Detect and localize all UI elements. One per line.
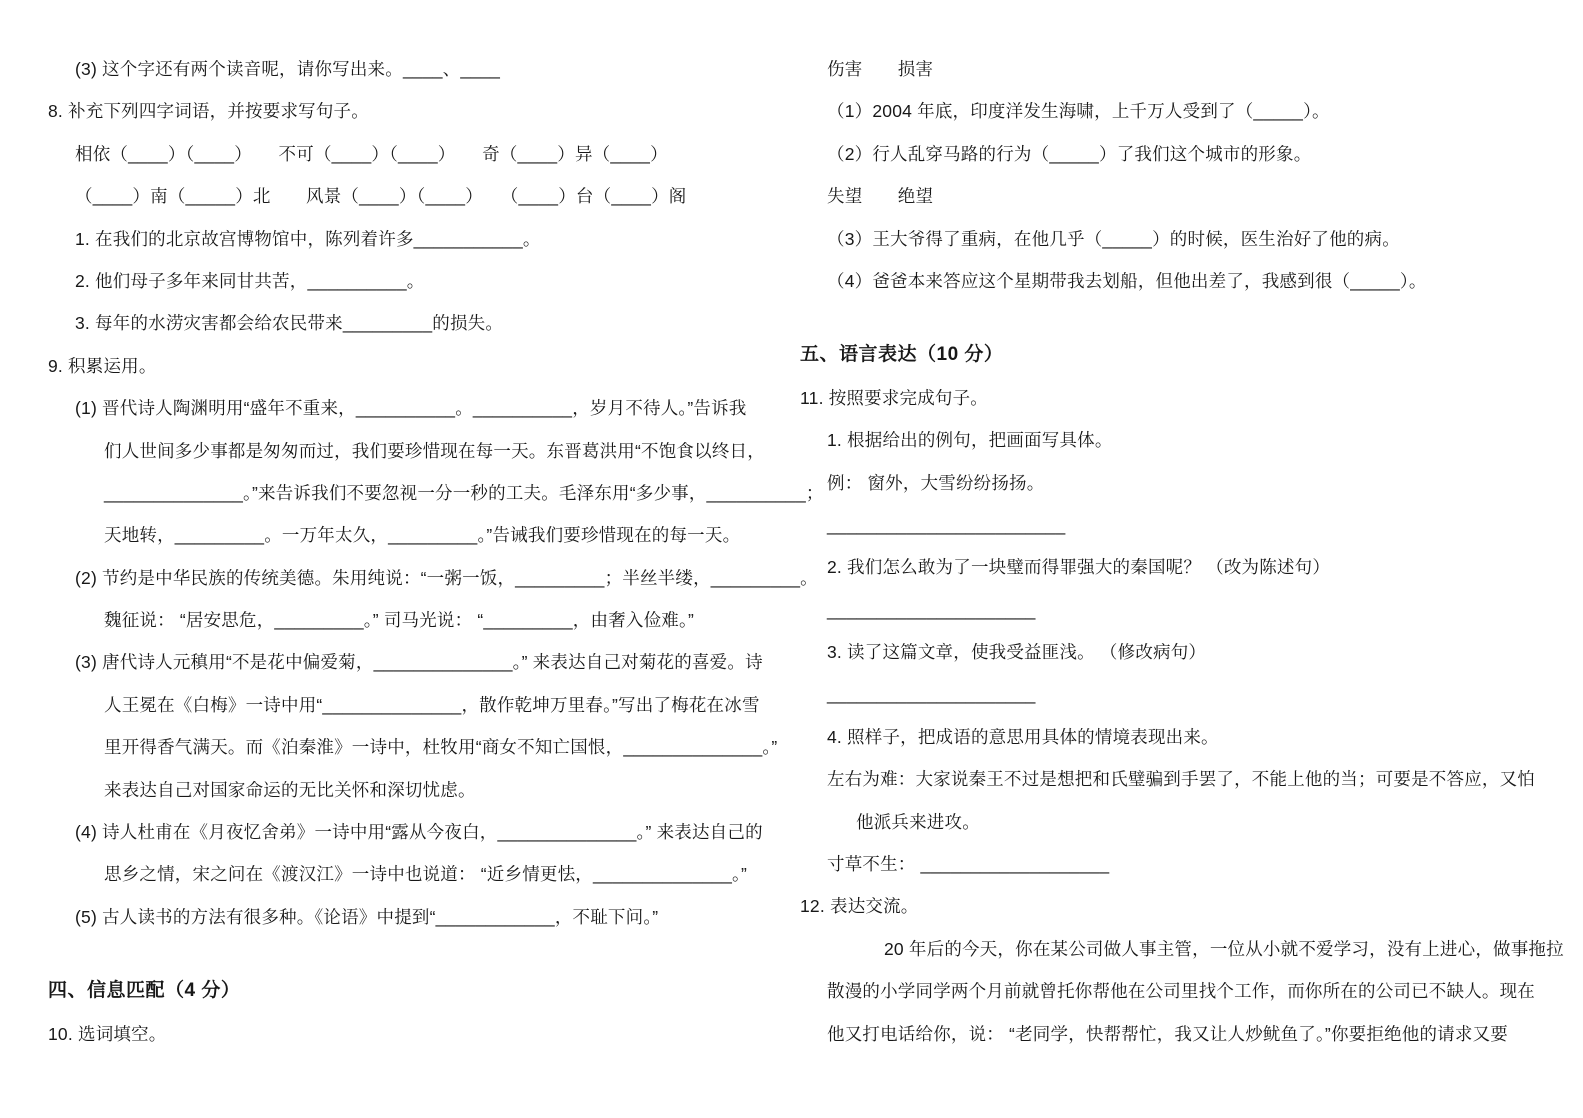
- q10-title: 10. 选词填空。: [48, 1023, 167, 1044]
- q9-item3-line2: 人王冕在《白梅》一诗中用“______________，散作乾坤万里春。”写出了梅花在冰雪: [104, 694, 760, 715]
- q10-item4: （4）爸爸本来答应这个星期带我去划船，但他出差了，我感到很（_____）。: [827, 270, 1427, 291]
- q10-item2: （2）行人乱穿马路的行为（_____）了我们这个城市的形象。: [827, 143, 1312, 164]
- section-5-heading: 五、语言表达（10 分）: [800, 344, 1004, 366]
- q8-title: 8. 补充下列四字词语，并按要求写句子。: [48, 101, 369, 122]
- column-left: [48, 48, 824, 1055]
- q11-item4-ex-line2: 他派兵来进攻。: [856, 811, 980, 832]
- q9-item3-line1: (3) 唐代诗人元稹用“不是花中偏爱菊，______________。” 来表达自己对菊花的喜爱。诗: [75, 652, 763, 673]
- q9-item4-line1: (4) 诗人杜甫在《月夜忆舍弟》一诗中用“露从今夜白，______________。” 来表达自己的: [75, 822, 763, 843]
- q9-item2-line2: 魏征说： “居安思危，_________。” 司马光说： “_________，由奢入俭难。”: [104, 610, 694, 631]
- q9-item4-line2: 思乡之情，宋之问在《渡汉江》一诗中也说道： “近乡情更怯，______________。”: [104, 864, 748, 885]
- q11-answer-blank-3: _____________________: [827, 684, 1036, 705]
- column-right: [800, 48, 1564, 1055]
- q8-sentence-1: 1. 在我们的北京故宫博物馆中，陈列着许多___________。: [75, 228, 541, 249]
- q9-item3-line3: 里开得香气满天。而《泊秦淮》一诗中，杜牧用“商女不知亡国恨，______________。”: [104, 737, 778, 758]
- q11-item1: 1. 根据给出的例句，把画面写具体。: [827, 430, 1113, 451]
- q12-para-line3: 他又打电话给你，说： “老同学，快帮帮忙，我又让人炒鱿鱼了。”你要拒绝他的请求又要: [827, 1023, 1508, 1044]
- q10-item3: （3）王大爷得了重病，在他几乎（_____）的时候，医生治好了他的病。: [827, 228, 1400, 249]
- q11-item2: 2. 我们怎么敢为了一块璧而得罪强大的秦国呢？ （改为陈述句）: [827, 557, 1331, 578]
- q11-item1-example: 例： 窗外，大雪纷纷扬扬。: [827, 472, 1045, 493]
- q9-title: 9. 积累运用。: [48, 355, 157, 376]
- q11-item4: 4. 照样子，把成语的意思用具体的情境表现出来。: [827, 726, 1219, 747]
- q11-answer-blank-2: _____________________: [827, 599, 1036, 620]
- q11-answer-blank-1: ________________________: [827, 514, 1066, 535]
- q12-para-line1: 20 年后的今天，你在某公司做人事主管，一位从小就不爱学习，没有上进心，做事拖拉: [884, 938, 1564, 959]
- q7-sub3: (3) 这个字还有两个读音呢，请你写出来。____、____: [75, 59, 501, 79]
- q8-idiom-row-1: 相依（____）（____） 不可（____）（____） 奇（____）异（____）: [75, 143, 668, 164]
- q9-item5-line1: (5) 古人读书的方法有很多种。《论语》中提到“____________，不耻下问。”: [75, 906, 659, 927]
- q10-item1: （1）2004 年底，印度洋发生海啸，上千万人受到了（_____）。: [827, 101, 1330, 122]
- q12-title: 12. 表达交流。: [800, 896, 919, 917]
- q11-item4-ex-line1: 左右为难：大家说秦王不过是想把和氏璧骗到手罢了，不能上他的当；可要是不答应，又怕: [827, 769, 1535, 790]
- q9-item3-line4: 来表达自己对国家命运的无比关怀和深切忧虑。: [104, 779, 476, 800]
- section-4-heading: 四、信息匹配（4 分）: [48, 980, 241, 1002]
- q9-item1-line4: 天地转，_________。一万年太久，_________。”告诫我们要珍惜现在的每一天。: [104, 525, 741, 546]
- q8-idiom-row-2: （____）南（_____）北 风景（____）（____） （____）台（____）阁: [75, 186, 687, 207]
- q9-item1-line1: (1) 晋代诗人陶渊明用“盛年不重来，__________。__________，岁月不待人。”告诉我: [75, 398, 747, 419]
- q11-item4-answer: 寸草不生： ___________________: [827, 854, 1110, 875]
- q8-sentence-3: 3. 每年的水涝灾害都会给农民带来_________的损失。: [75, 313, 504, 334]
- q10-word-options-2: 失望 绝望: [827, 186, 934, 207]
- q11-title: 11. 按照要求完成句子。: [800, 387, 988, 408]
- q9-item2-line1: (2) 节约是中华民族的传统美德。朱用纯说：“一粥一饭，_________；半丝半缕，_________。: [75, 567, 818, 588]
- q8-sentence-2: 2. 他们母子多年来同甘共苦，__________。: [75, 270, 425, 291]
- q9-item1-line3: ______________。”来告诉我们不要忽视一分一秒的工夫。毛泽东用“多少事，__________；: [104, 482, 824, 503]
- q12-para-line2: 散漫的小学同学两个月前就曾托你帮他在公司里找个工作，而你所在的公司已不缺人。现在: [827, 981, 1535, 1002]
- q11-item3: 3. 读了这篇文章，使我受益匪浅。 （修改病句）: [827, 642, 1207, 663]
- q9-item1-line2: 们人世间多少事都是匆匆而过，我们要珍惜现在每一天。东晋葛洪用“不饱食以终日，: [104, 440, 765, 461]
- q10-word-options-1: 伤害 损害: [827, 59, 934, 79]
